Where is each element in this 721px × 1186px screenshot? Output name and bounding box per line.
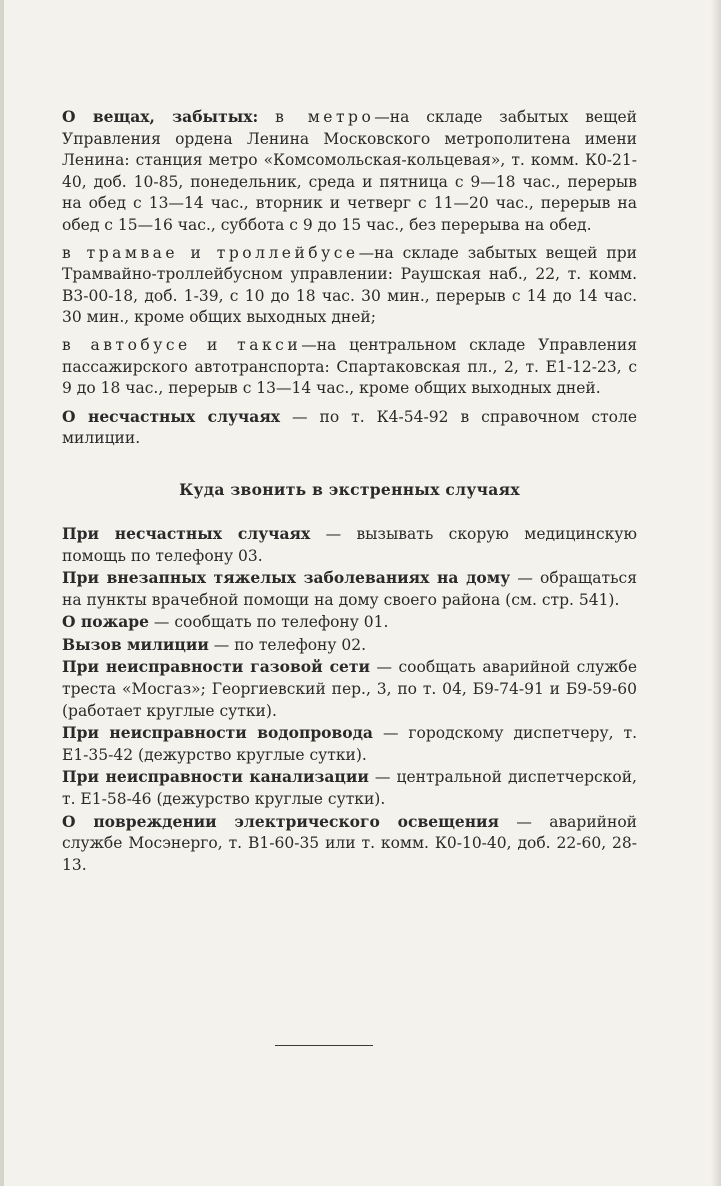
list-item bbox=[62, 523, 637, 567]
item-text: — городскому диспетчеру, т. Е1-35-42 (дежурство круглые сутки). bbox=[62, 724, 637, 764]
list-item bbox=[62, 766, 637, 810]
tram-label: в трамвае и троллейбусе bbox=[62, 243, 359, 262]
accidents-paragraph bbox=[62, 406, 637, 450]
item-text: — по телефону 02. bbox=[208, 635, 367, 654]
item-lead: Вызов милиции bbox=[62, 634, 209, 654]
item-text: — сообщать аварийной службе треста «Мосгаз»; Георгиевский пер., 3, по т. 04, Б9-74-91 и Б9-59-60 (работает круглые сутки). bbox=[62, 658, 638, 720]
list-item bbox=[62, 611, 637, 634]
page-edge-left bbox=[0, 0, 4, 1186]
item-text: — вызывать скорую медицинскую помощь по телефону 03. bbox=[62, 524, 637, 565]
item-lead: При неисправности канализации bbox=[62, 767, 369, 787]
list-item bbox=[62, 656, 637, 722]
list-item bbox=[62, 722, 637, 766]
page-content bbox=[62, 106, 637, 876]
metro-text: —на складе забытых вещей Управления ордена Ленина Московского метрополитена имени Ленина: станция метро «Комсомольская-кольцевая», т. комм. К0-21-40, доб. 10-85, понедельник, среда и пятница с 9—18 час., перерыв на обед с 13—14 час., вторник и четверг с 11—20 час., перерыв на обед с 15—16 час., суббота с 9 до 15 час., без перерыва на обед. bbox=[62, 108, 638, 234]
item-text: — сообщать по телефону 01. bbox=[148, 613, 389, 632]
bus-text: —на центральном складе Управления пассажирского автотранспорта: Спартаковская пл., 2, т. Е1-12-23, с 9 до 18 час., перерыв с 13—14 час., кроме общих выходных дней. bbox=[62, 335, 637, 398]
list-item bbox=[62, 811, 637, 877]
list-item bbox=[62, 634, 637, 657]
bus-label: в автобусе и такси bbox=[62, 335, 302, 354]
item-lead: О повреждении электрического освещения bbox=[62, 811, 500, 831]
metro-label: в метро bbox=[275, 108, 375, 126]
lost-items-metro-paragraph bbox=[62, 106, 637, 237]
lost-items-tram-paragraph bbox=[62, 243, 637, 329]
item-lead: При несчастных случаях bbox=[62, 523, 311, 543]
item-lead: При неисправности водопровода bbox=[62, 723, 373, 743]
accidents-text: — по т. К4-54-92 в справочном столе милиции. bbox=[62, 407, 637, 448]
item-lead: О пожаре bbox=[62, 612, 149, 632]
emergency-heading: Куда звонить в экстренных случаях bbox=[179, 479, 520, 499]
tram-text: —на складе забытых вещей при Трамвайно-троллейбусном управлении: Раушская наб., 22, т. комм. В3-00-18, доб. 1-39, с 10 до 18 час. 30 мин., перерыв с 14 до 14 час. 30 мин., кроме общих выходных дней; bbox=[62, 243, 637, 327]
item-lead: При внезапных тяжелых заболеваниях на дому bbox=[62, 568, 511, 588]
item-text: — аварийной службе Мосэнерго, т. В1-60-35 или т. комм. К0-10-40, доб. 22-60, 28-13. bbox=[62, 812, 638, 874]
list-item bbox=[62, 567, 637, 611]
lost-items-lead: О вещах, забытых: bbox=[62, 107, 259, 126]
item-lead: При неисправности газовой сети bbox=[62, 657, 370, 677]
accidents-lead: О несчастных случаях bbox=[62, 406, 281, 426]
item-text: — центральной диспетчерской, т. Е1-58-46 (дежурство круглые сутки). bbox=[62, 768, 637, 809]
page-edge-right bbox=[711, 0, 721, 1186]
end-divider-rule bbox=[275, 1045, 373, 1046]
lost-items-bus-paragraph bbox=[62, 335, 637, 400]
item-text: — обращаться на пункты врачебной помощи на дому своего района (см. стр. 541). bbox=[62, 569, 637, 609]
emergency-list bbox=[62, 523, 637, 877]
